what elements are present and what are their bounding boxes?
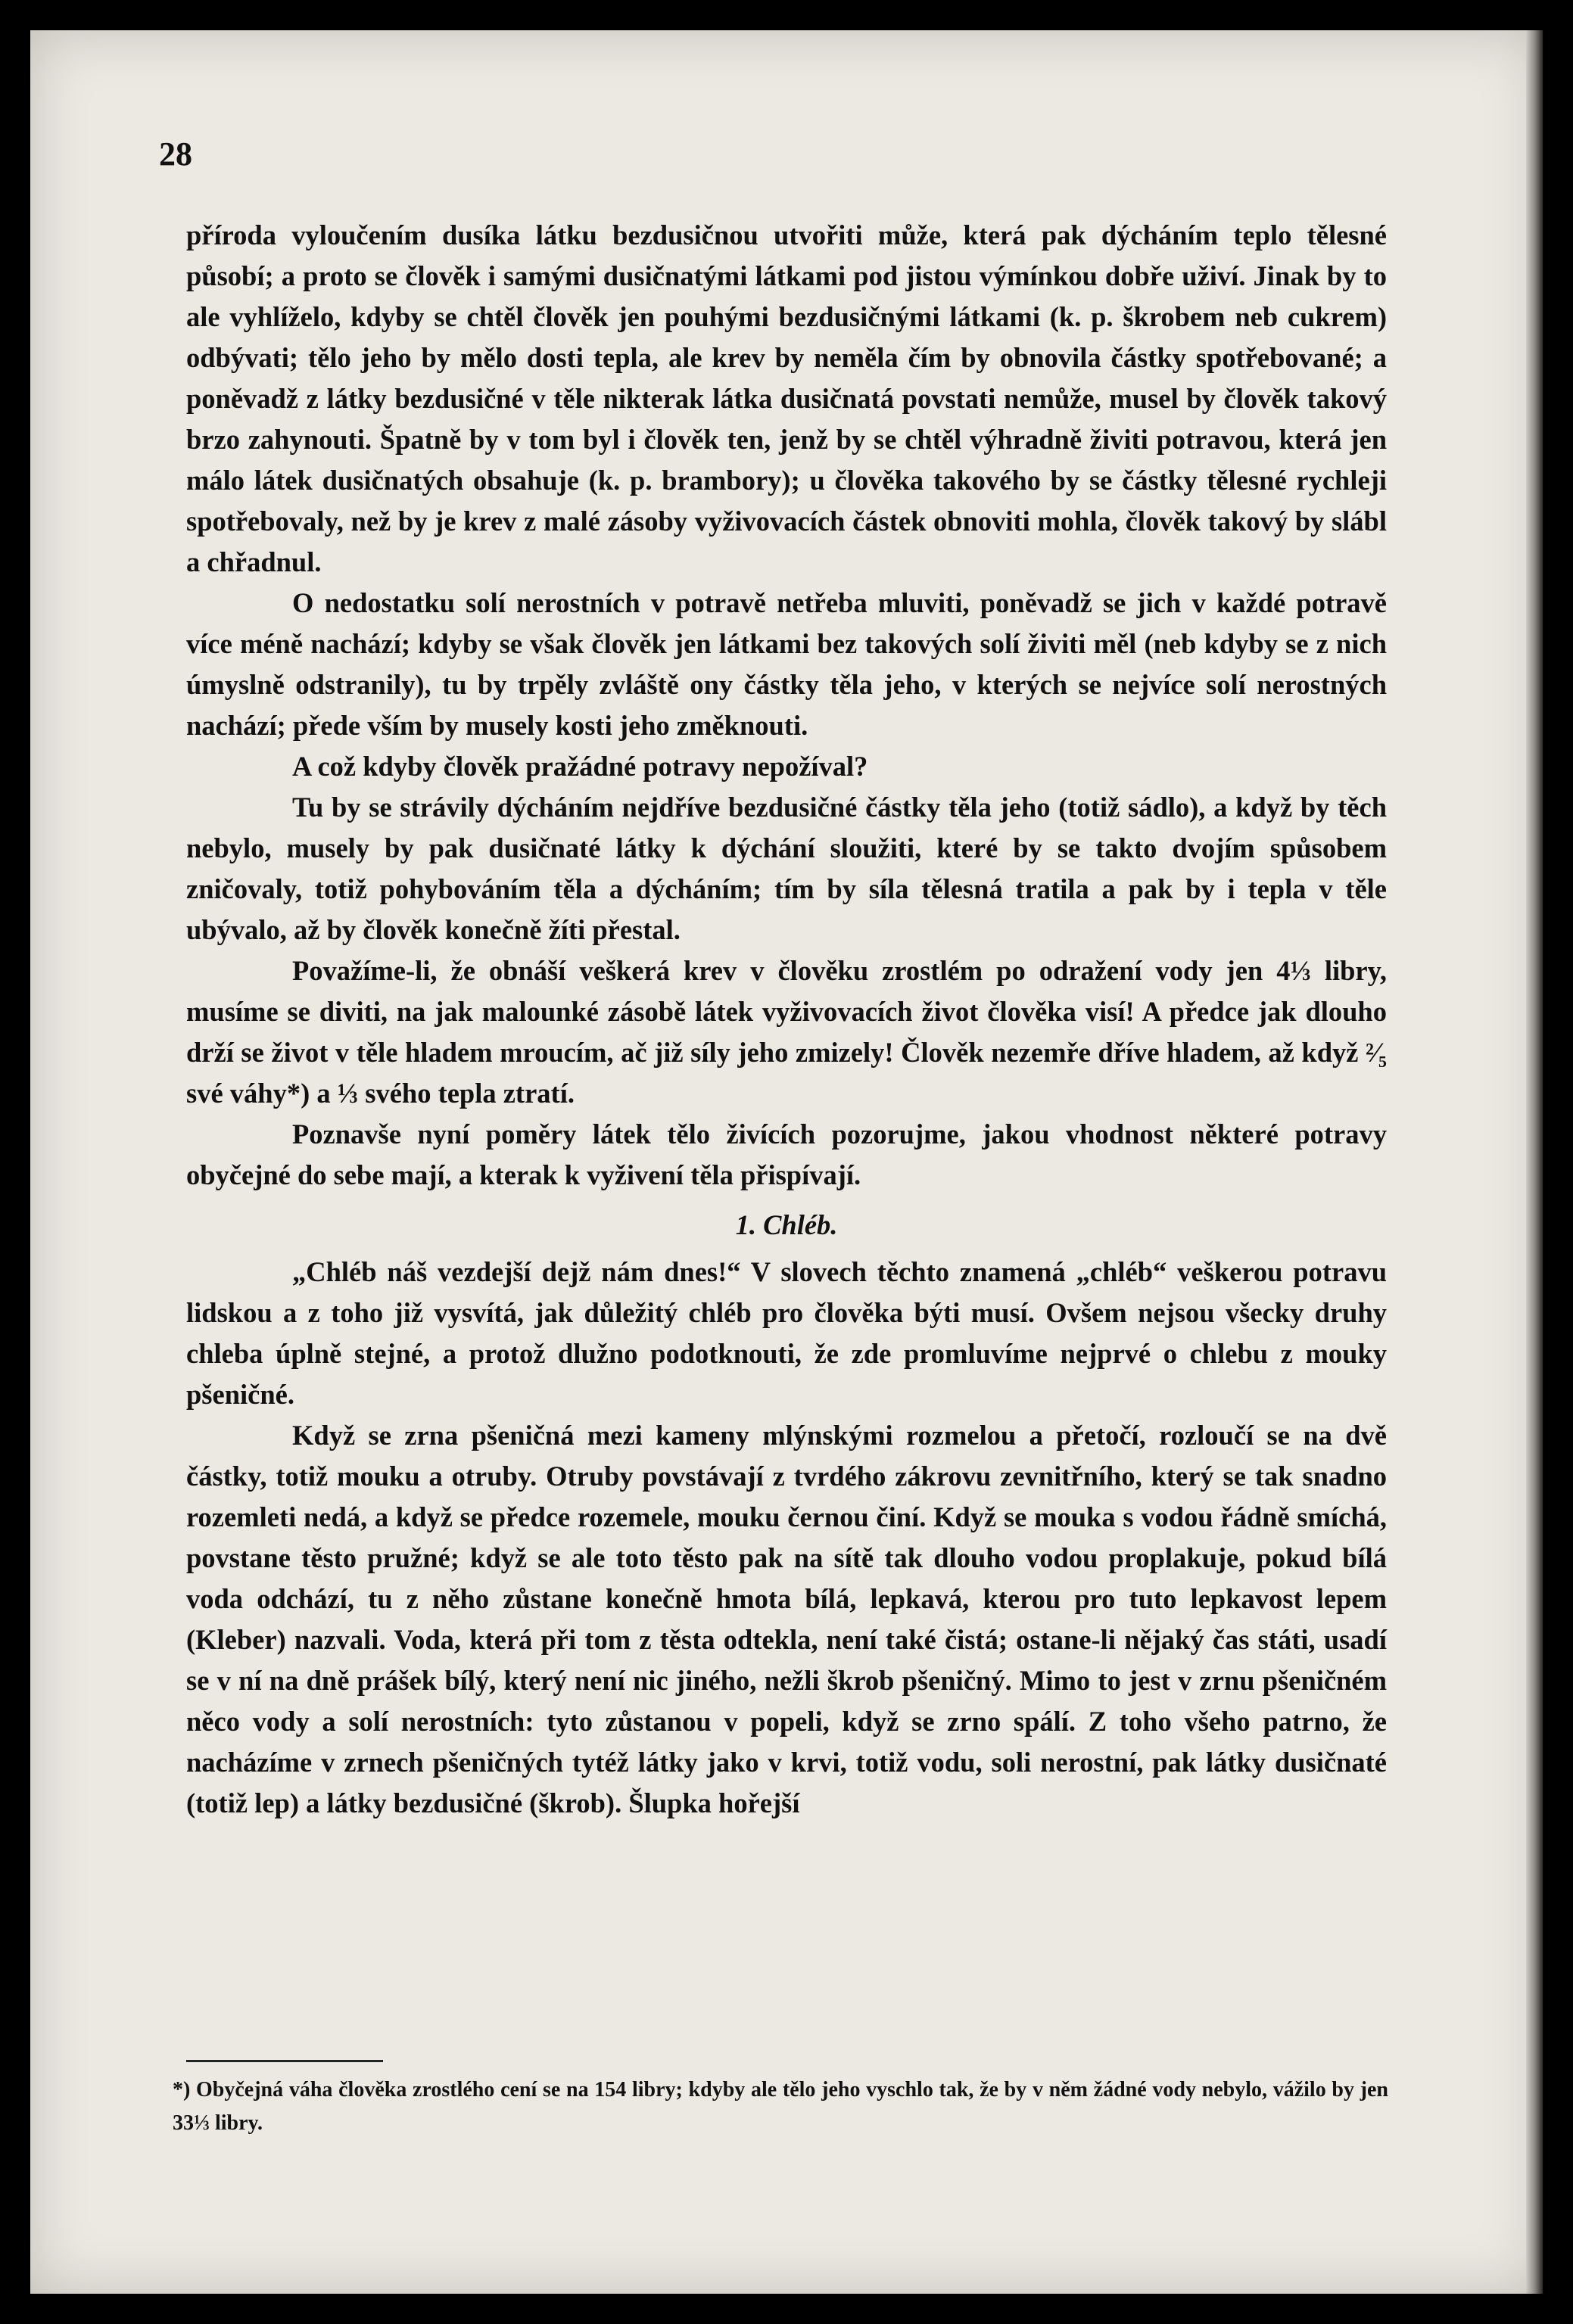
body-text (186, 215, 1387, 1824)
paragraph: „Chléb náš vezdejší dejž nám dnes!“ V slovech těchto znamená „chléb“ veškerou potravu lidskou a z toho již vysvítá, jak důležitý chléb pro člověka býti musí. Ovšem nejsou všecky druhy chleba úplně stejné, a protož dlužno podotknouti, že zde promluvíme nejprvé o chlebu z mouky pšeničné. (186, 1256, 1387, 1410)
paragraph: O nedostatku solí nerostních v potravě netřeba mluviti, poněvadž se jich v každé potravě více méně nachází; kdyby se však člověk jen látkami bez takových solí živiti měl (neb kdyby se z nich úmyslně odstranily), tu by trpěly zvláště ony částky těla jeho, v kterých se nejvíce solí nerostných nachází; přede vším by musely kosti jeho změknouti. (186, 587, 1387, 741)
paragraph: Když se zrna pšeničná mezi kameny mlýnskými rozmelou a přetočí, rozloučí se na dvě částky, totiž mouku a otruby. Otruby povstávají z tvrdého zákrovu zevnitřního, který se tak snadno rozemleti nedá, a když se předce rozemele, mouku černou činí. Když se mouka s vodou řádně smíchá, povstane těsto pružné; když se ale toto těsto pak na sítě tak dlouho vodou proplakuje, pokud bílá voda odchází, tu z něho zůstane konečně hmota bílá, lepkavá, kterou pro tuto lepkavost lepem (Kleber) nazvali. Voda, která při tom z těsta odtekla, není také čistá; ostane-li nějaký čas státi, usadí se v ní na dně prášek bílý, který není nic jiného, nežli škrob pšeničný. Mimo to jest v zrnu pšeničném něco vody a solí nerostních: tyto zůstanou v popeli, když se zrno spálí. Z toho všeho patrno, že nacházíme v zrnech pšeničných tytéž látky jako v krvi, totiž vodu, soli nerostní, pak látky dusičnaté (totiž lep) a látky bezdusičné (škrob). Šlupka hořejší (186, 1420, 1387, 1818)
page-number: 28 (159, 135, 192, 173)
paragraph: A což kdyby člověk pražádné potravy nepožíval? (292, 751, 868, 782)
page-edge (1526, 30, 1543, 2294)
footnote: *) Obyčejná váha člověka zrostlého cení se na 154 libry; kdyby ale tělo jeho vyschlo tak, že by v něm žádné vody nebylo, vážilo by jen 33⅓ libry. (173, 2078, 1388, 2135)
section-heading: 1. Chléb. (735, 1209, 838, 1240)
paragraph: příroda vyloučením dusíka látku bezdusičnou utvořiti může, která pak dýcháním teplo tělesné působí; a proto se člověk i samými dusičnatými látkami pod jistou výmínkou dobře uživí. Jinak by to ale vyhlíželo, kdyby se chtěl člověk jen pouhými bezdusičnými látkami (k. p. škrobem neb cukrem) odbývati; tělo jeho by mělo dosti tepla, ale krev by neměla čím by obnovila částky spotřebované; a poněvadž z látky bezdusičné v těle nikterak látka dusičnatá povstati nemůže, musel by člověk takový brzo zahynouti. Špatně by v tom byl i člověk ten, jenž by se chtěl výhradně živiti potravou, která jen málo látek dusičnatých obsahuje (k. p. brambory); u člověka takového by se částky tělesné rychleji spotřebovaly, než by je krev z malé zásoby vyživovacích částek obnoviti mohla, člověk takový by slábl a chřadnul. (186, 219, 1387, 577)
paragraph: Poznavše nyní poměry látek tělo živících pozorujme, jakou vhodnost některé potravy obyčejné do sebe mají, a kterak k vyživení těla přispívají. (186, 1118, 1387, 1190)
paragraph: Považíme-li, že obnáší veškerá krev v člověku zrostlém po odražení vody jen 4⅓ libry, musíme se diviti, na jak malounké zásobě látek vyživovacích život člověka visí! A předce jak dlouho drží se život v těle hladem mroucím, ač již síly jeho zmizely! Člověk nezemře dříve hladem, až když ²⁄₅ své váhy*) a ⅓ svého tepla ztratí. (186, 955, 1387, 1109)
footnote-rule (186, 2060, 383, 2062)
paragraph: Tu by se strávily dýcháním nejdříve bezdusičné částky těla jeho (totiž sádlo), a když by těch nebylo, musely by pak dusičnaté látky k dýchání sloužiti, které by se takto dvojím spůsobem zničovaly, totiž pohybováním těla a dýcháním; tím by síla tělesná tratila a pak by i tepla v těle ubývalo, až by člověk konečně žíti přestal. (186, 792, 1387, 945)
